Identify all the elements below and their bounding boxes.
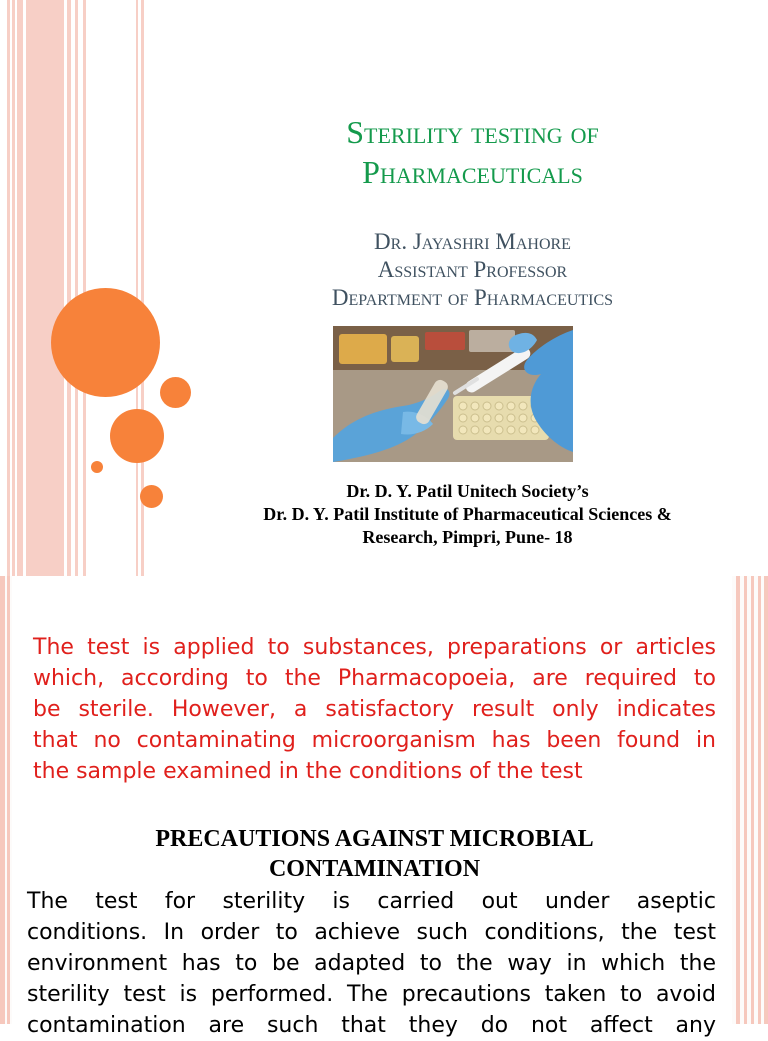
decor-stripe [7,0,10,576]
paragraph-line: which, according to the Pharmacopoeia, are required to [33,666,716,691]
decor-circle-small [160,377,191,408]
decor-circle-small [140,485,163,508]
body-paragraph [27,886,716,1041]
author-block [200,228,745,312]
decor-stripe [758,576,761,1024]
paragraph-line: sterility test is performed. The precautions taken to avoid [27,982,716,1007]
decor-stripe [12,0,15,576]
decor-circle-large [51,288,160,397]
section-heading [33,824,716,884]
decor-stripe [67,0,71,576]
decor-stripe [83,0,86,576]
institute-line: Research, Pimpri, Pune- 18 [362,527,573,547]
decor-stripe [0,576,5,1024]
institute-line: Dr. D. Y. Patil Institute of Pharmaceutical Sciences & [263,504,672,524]
title-line: Sterility testing of [346,114,599,150]
decor-circle-tiny [91,461,103,473]
decor-stripe [751,576,754,1024]
title-line: Pharmaceuticals [362,154,583,190]
paragraph-line: The test is applied to substances, preparations or articles [33,635,716,660]
heading-line: PRECAUTIONS AGAINST MICROBIAL [155,826,594,852]
author-department: Department of Pharmaceutics [331,285,614,310]
decor-stripe [736,576,740,1024]
content-slide [0,576,768,1038]
institute-block [190,480,745,549]
paragraph-line: environment has to be adapted to the way in which the [27,951,716,976]
paragraph-line: The test for sterility is carried out under aseptic [27,889,716,914]
intro-paragraph [33,632,716,787]
lab-gloved-hands-pipette-photo [333,326,573,462]
slide-title [200,112,745,192]
decor-stripe [7,576,10,1024]
decor-stripe [75,0,78,576]
decor-stripe [17,0,23,576]
paragraph-line: be sterile. However, a satisfactory result only indicates [33,697,716,722]
author-name: Dr. Jayashri Mahore [374,229,571,254]
heading-line: CONTAMINATION [268,856,481,882]
decor-stripe [744,576,747,1024]
decor-circle-medium [110,409,164,463]
paragraph-line: that no contaminating microorganism has been found in [33,728,716,753]
decor-stripe [26,0,64,576]
decor-stripe [136,0,138,576]
paragraph-line: the sample examined in the conditions of the test [33,759,583,784]
paragraph-line: contamination are such that they do not affect any [27,1013,716,1038]
institute-line: Dr. D. Y. Patil Unitech Society’s [346,481,589,501]
author-position: Assistant Professor [377,257,568,282]
paragraph-line: conditions. In order to achieve such conditions, the test [27,920,716,945]
decor-stripe [764,576,768,1024]
